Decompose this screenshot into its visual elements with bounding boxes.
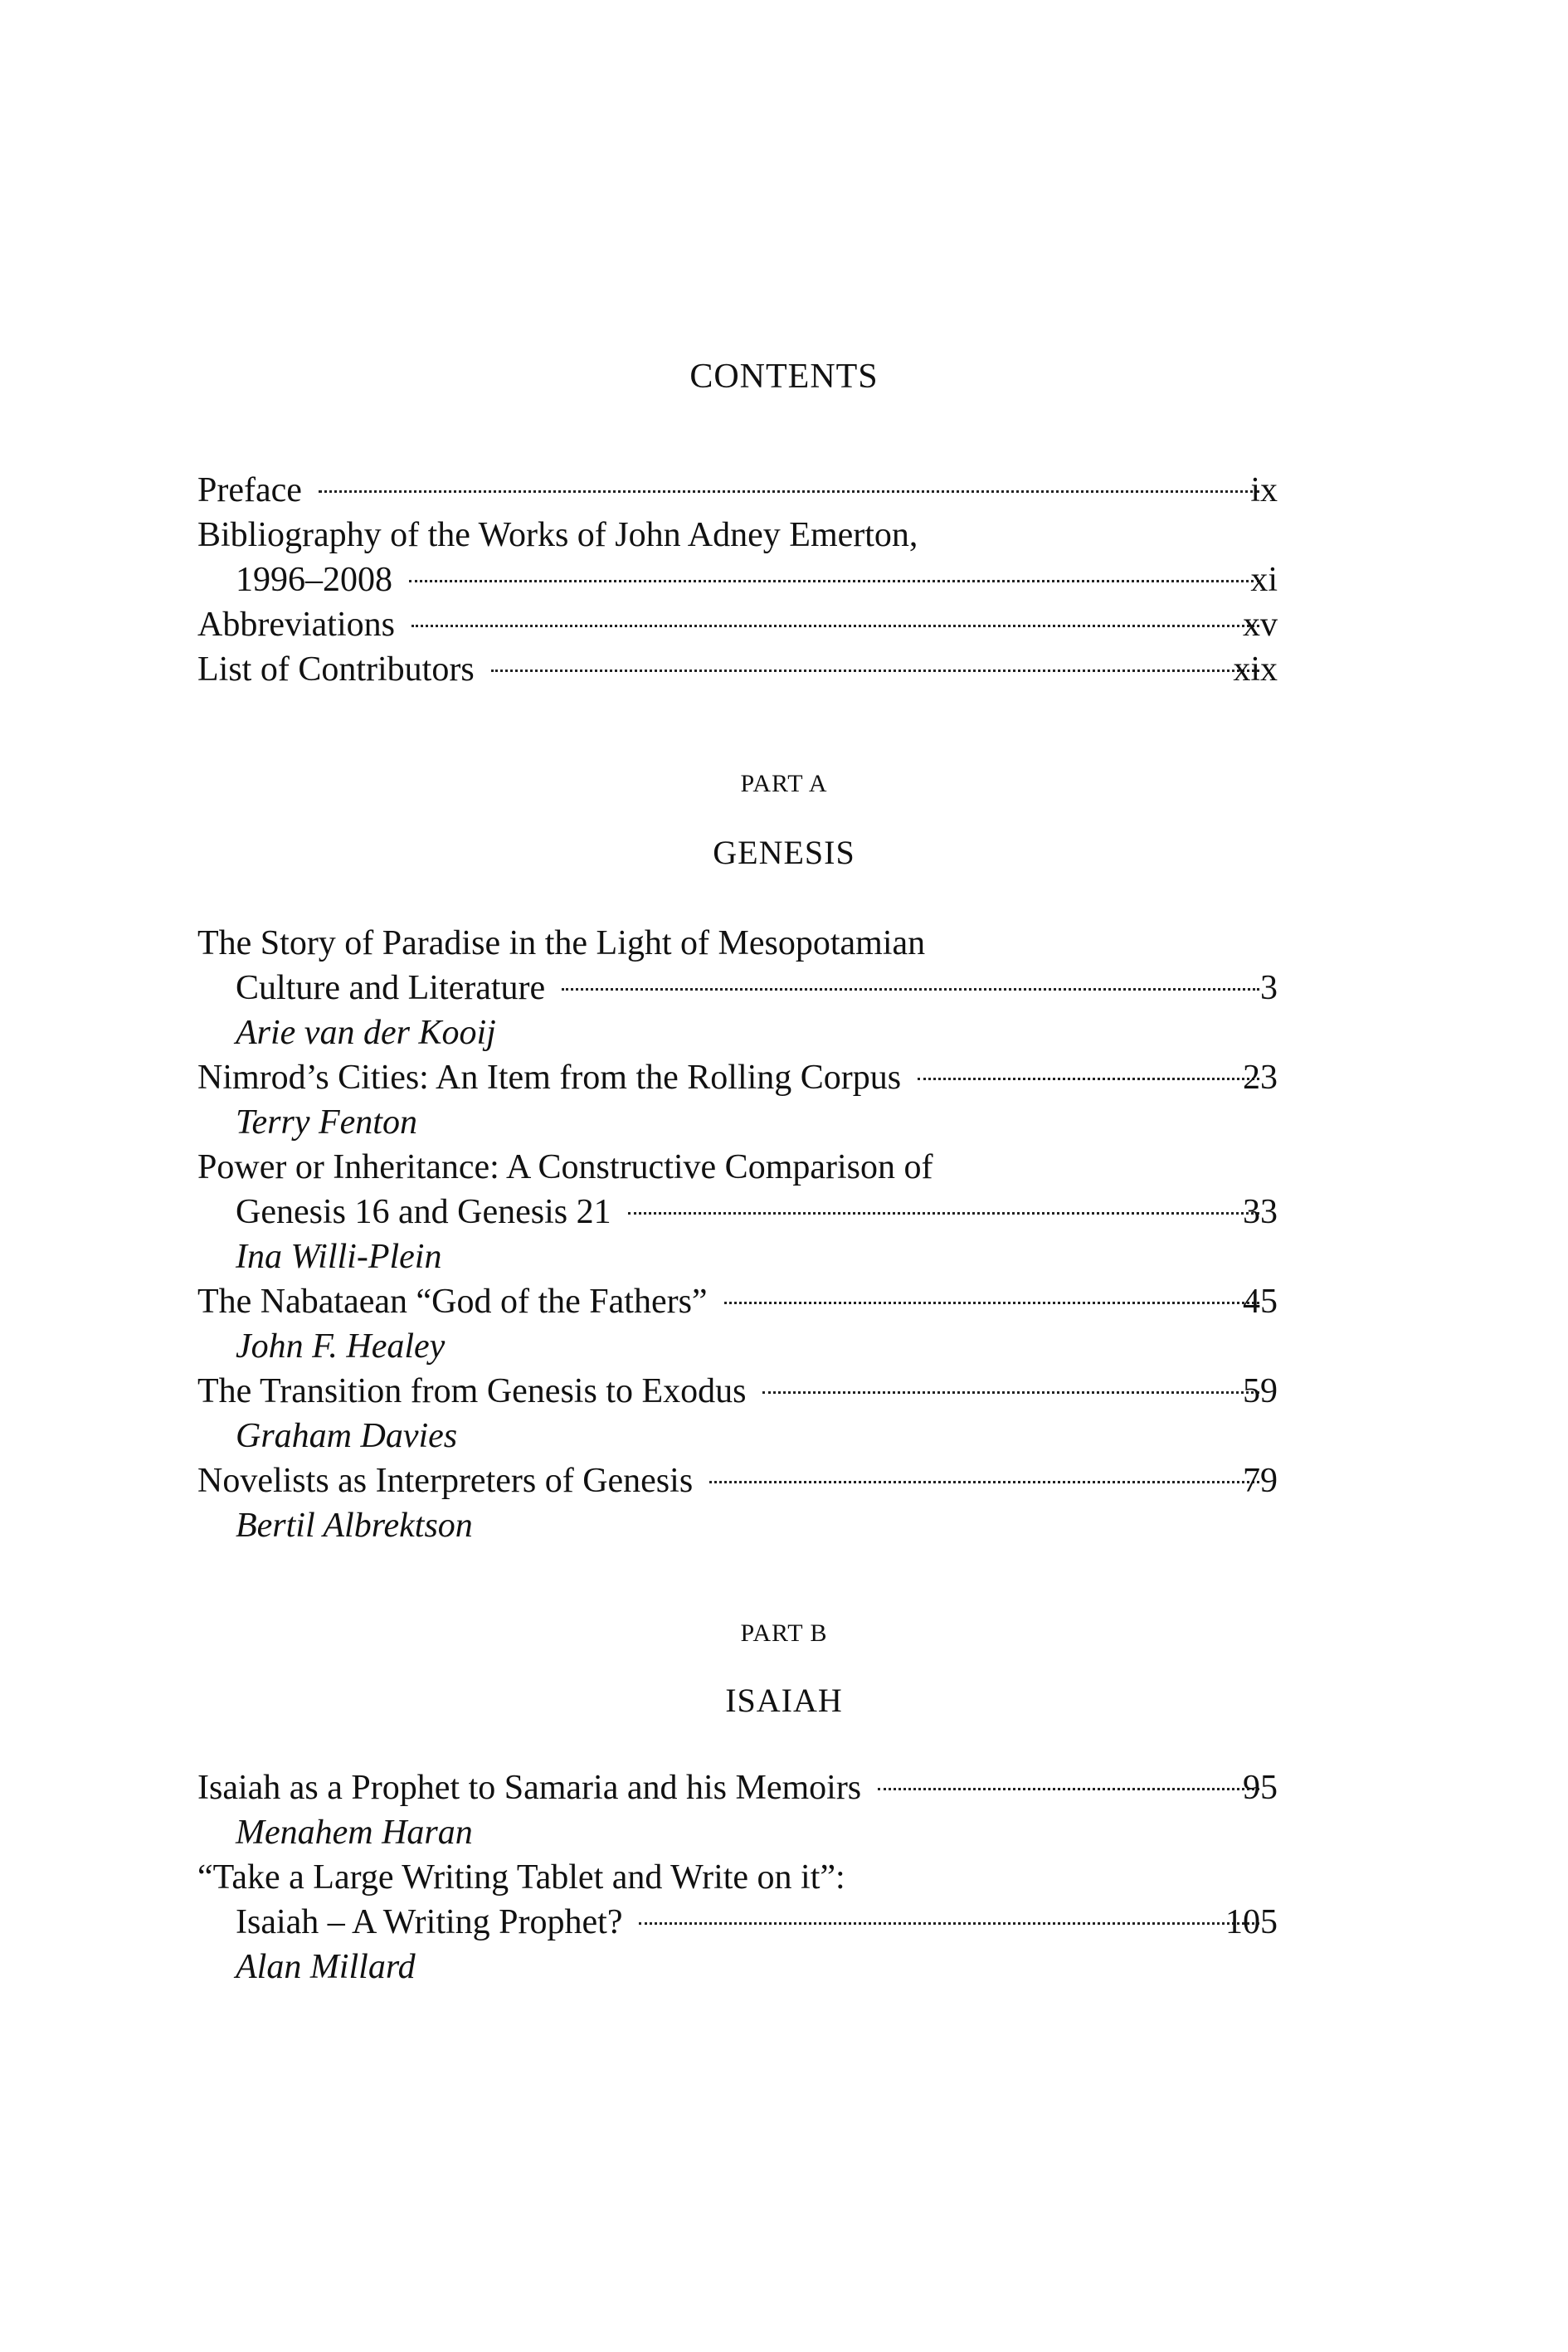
entry-page-number: 3 [1260, 969, 1278, 1007]
toc-entry-bibliography-cont[interactable] [236, 558, 1278, 602]
toc-entry[interactable]: Power or Inheritance: A Constructive Comparison of [197, 1148, 933, 1186]
entry-author: Alan Millard [236, 1948, 416, 1986]
entry-author: Ina Willi-Plein [236, 1238, 442, 1276]
entry-author: John F. Healey [236, 1327, 446, 1366]
entry-author: Menahem Haran [236, 1814, 473, 1852]
entry-page-number: 33 [1243, 1193, 1278, 1231]
entry-title: 1996–2008 [236, 561, 392, 599]
entry-page-number: 95 [1243, 1769, 1278, 1807]
entry-title: List of Contributors [197, 650, 475, 689]
toc-entry[interactable] [197, 1458, 1278, 1503]
entry-title: Isaiah – A Writing Prophet? [236, 1903, 623, 1941]
entry-page-number: ix [1250, 471, 1278, 509]
toc-entry-cont[interactable] [236, 1900, 1278, 1945]
toc-entry-abbreviations[interactable] [197, 602, 1278, 647]
entry-title: The Transition from Genesis to Exodus [197, 1372, 747, 1410]
entry-author: Bertil Albrektson [236, 1507, 473, 1545]
toc-entry[interactable] [197, 1765, 1278, 1810]
toc-entry[interactable]: The Story of Paradise in the Light of Mesopotamian [197, 924, 926, 962]
entry-title: Genesis 16 and Genesis 21 [236, 1193, 611, 1231]
toc-entry-contributors[interactable] [197, 647, 1278, 692]
entry-page-number: 79 [1243, 1462, 1278, 1500]
entry-page-number: xix [1233, 650, 1278, 689]
entry-author: Arie van der Kooij [236, 1014, 496, 1052]
dot-leader [319, 490, 1259, 493]
page-title: CONTENTS [689, 358, 879, 396]
entry-page-number: 105 [1225, 1903, 1278, 1941]
entry-title: Culture and Literature [236, 969, 546, 1007]
entry-page-number: xv [1243, 606, 1278, 644]
entry-page-number: 59 [1243, 1372, 1278, 1410]
toc-entry[interactable] [197, 1279, 1278, 1324]
part-b-label: PART B [740, 1619, 828, 1647]
toc-entry-bibliography[interactable]: Bibliography of the Works of John Adney Emerton, [197, 516, 918, 554]
entry-author: Graham Davies [236, 1417, 458, 1455]
dot-leader [411, 625, 1259, 627]
part-a-label: PART A [740, 770, 828, 797]
dot-leader [628, 1212, 1259, 1215]
dot-leader [409, 580, 1259, 582]
entry-title: Preface [197, 471, 302, 509]
toc-entry-cont[interactable] [236, 966, 1278, 1010]
entry-author: Terry Fenton [236, 1103, 417, 1142]
toc-entry[interactable] [197, 1055, 1278, 1100]
toc-entry-preface[interactable] [197, 468, 1278, 513]
toc-entry-cont[interactable] [236, 1190, 1278, 1234]
dot-leader [491, 670, 1259, 672]
entry-title: Abbreviations [197, 606, 395, 644]
dot-leader [562, 988, 1259, 991]
entry-page-number: xi [1250, 561, 1278, 599]
part-a-title: GENESIS [713, 834, 855, 871]
toc-entry[interactable]: “Take a Large Writing Tablet and Write on it”: [197, 1858, 845, 1897]
toc-entry[interactable] [197, 1369, 1278, 1414]
dot-leader [639, 1922, 1259, 1925]
entry-title: Novelists as Interpreters of Genesis [197, 1462, 694, 1500]
entry-page-number: 23 [1243, 1059, 1278, 1097]
dot-leader [709, 1481, 1259, 1483]
entry-title: Nimrod’s Cities: An Item from the Rolling Corpus [197, 1059, 902, 1097]
part-b-title: ISAIAH [725, 1682, 843, 1719]
entry-title: Isaiah as a Prophet to Samaria and his Memoirs [197, 1769, 862, 1807]
entry-page-number: 45 [1243, 1283, 1278, 1321]
entry-title: The Nabataean “God of the Fathers” [197, 1283, 708, 1321]
